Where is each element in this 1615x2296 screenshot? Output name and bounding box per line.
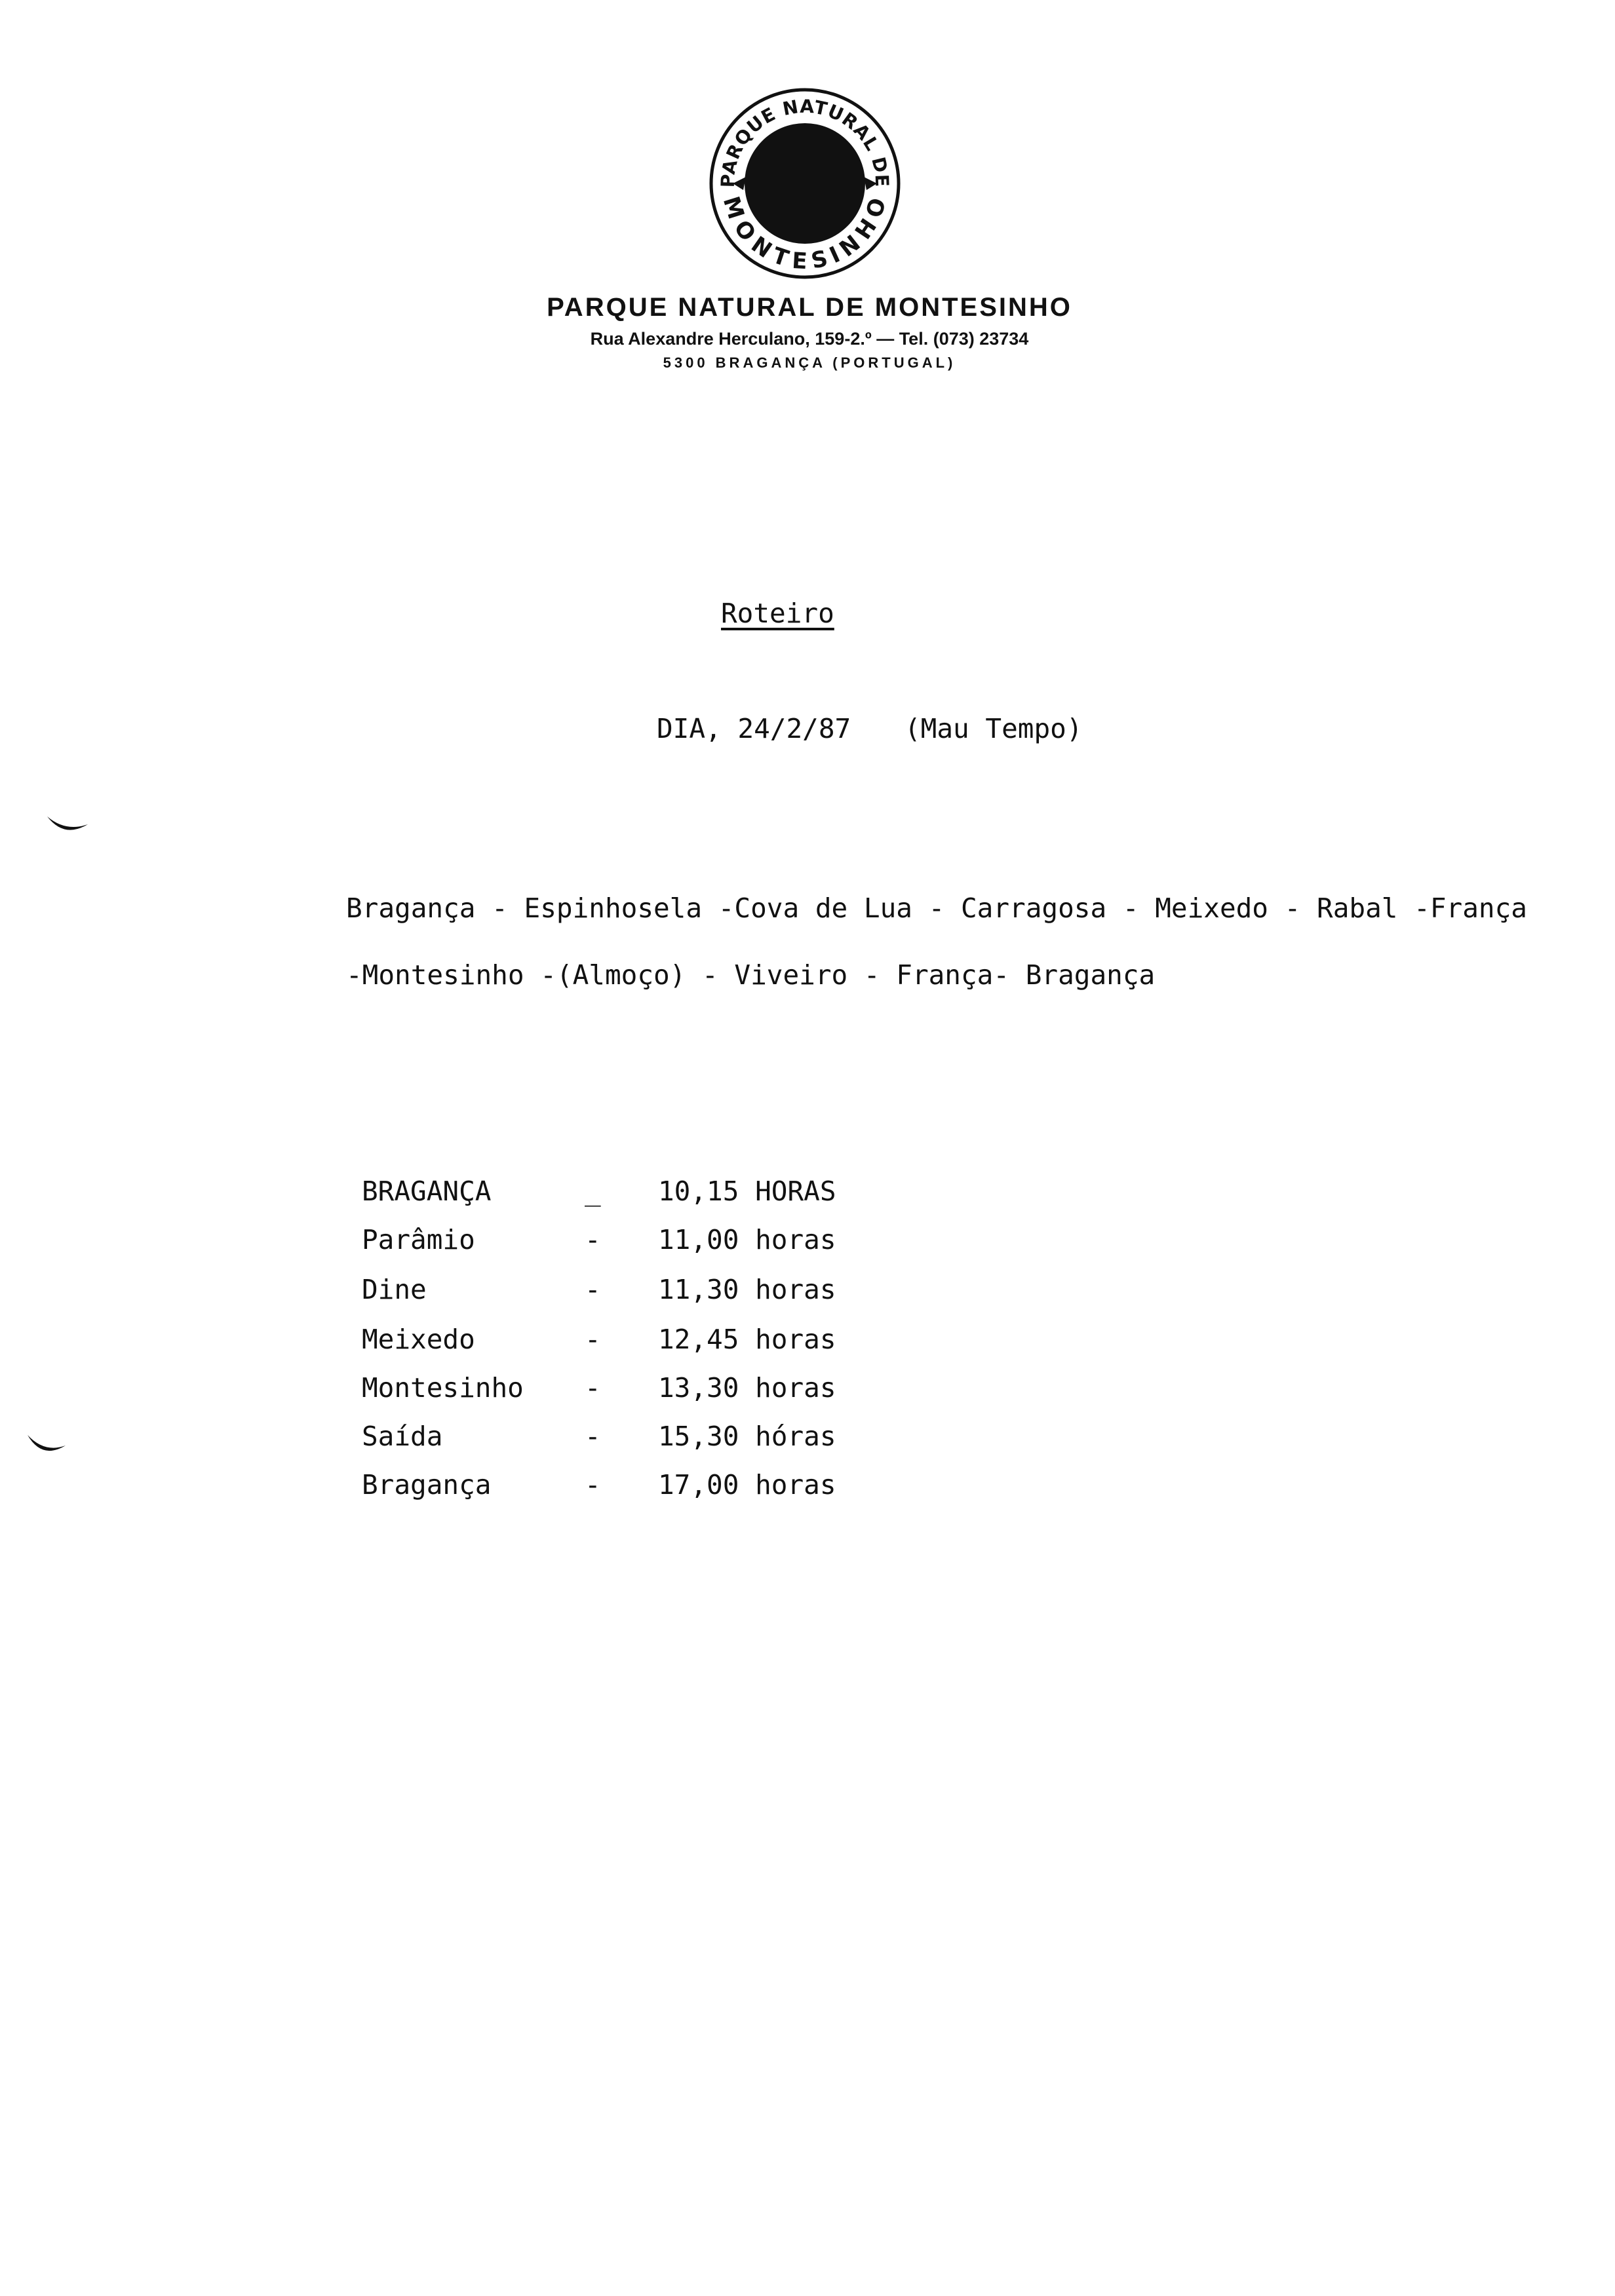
schedule-row: [362, 1371, 952, 1410]
schedule-time: 13,30 horas: [658, 1372, 836, 1404]
schedule-row: [362, 1174, 952, 1214]
schedule-dash: _: [585, 1176, 601, 1207]
route-line-2: -Montesinho -(Almoço) - Viveiro - França- Bragança: [346, 959, 1156, 991]
route-line-1: Bragança - Espinhosela -Cova de Lua - Carragosa - Meixedo - Rabal -França: [346, 892, 1527, 924]
organization-address: Rua Alexandre Herculano, 159-2.º — Tel. (073) 23734: [590, 329, 1029, 349]
schedule-dash: -: [585, 1324, 601, 1355]
schedule-row: [362, 1419, 952, 1459]
schedule-dash: -: [585, 1224, 601, 1255]
organization-name: PARQUE NATURAL DE MONTESINHO: [547, 293, 1072, 322]
organization-city: 5300 BRAGANÇA (PORTUGAL): [663, 354, 956, 371]
schedule-dash: -: [585, 1469, 601, 1501]
schedule-place: Montesinho: [362, 1372, 524, 1404]
schedule-place: Saída: [362, 1421, 443, 1452]
schedule-place: BRAGANÇA: [362, 1176, 492, 1207]
punch-hole-mark: [25, 1432, 71, 1459]
schedule-time: 15,30 hóras: [658, 1421, 836, 1452]
schedule-place: Parâmio: [362, 1224, 475, 1255]
document-date: DIA, 24/2/87: [657, 713, 851, 744]
schedule-time: 12,45 horas: [658, 1324, 836, 1355]
schedule-place: Dine: [362, 1274, 427, 1305]
schedule-place: Bragança: [362, 1469, 492, 1501]
schedule-row: [362, 1272, 952, 1312]
schedule-time: 11,30 horas: [658, 1274, 836, 1305]
schedule-dash: -: [585, 1274, 601, 1305]
schedule-row: [362, 1322, 952, 1362]
punch-hole-mark: [45, 813, 90, 839]
schedule-dash: -: [585, 1372, 601, 1404]
schedule-place: Meixedo: [362, 1324, 475, 1355]
park-seal-logo: [707, 85, 903, 282]
svg-text:MONTESINHO: MONTESINHO: [717, 193, 893, 275]
weather-condition: (Mau Tempo): [905, 713, 1083, 744]
schedule-dash: -: [585, 1421, 601, 1452]
document-title: Roteiro: [721, 598, 834, 629]
schedule-time: 10,15 HORAS: [658, 1176, 836, 1207]
schedule-time: 11,00 horas: [658, 1224, 836, 1255]
svg-text:PARQUE NATURAL DE: PARQUE NATURAL DE: [716, 95, 893, 188]
schedule-time: 17,00 horas: [658, 1469, 836, 1501]
schedule-row: [362, 1223, 952, 1262]
schedule-row: [362, 1468, 952, 1507]
